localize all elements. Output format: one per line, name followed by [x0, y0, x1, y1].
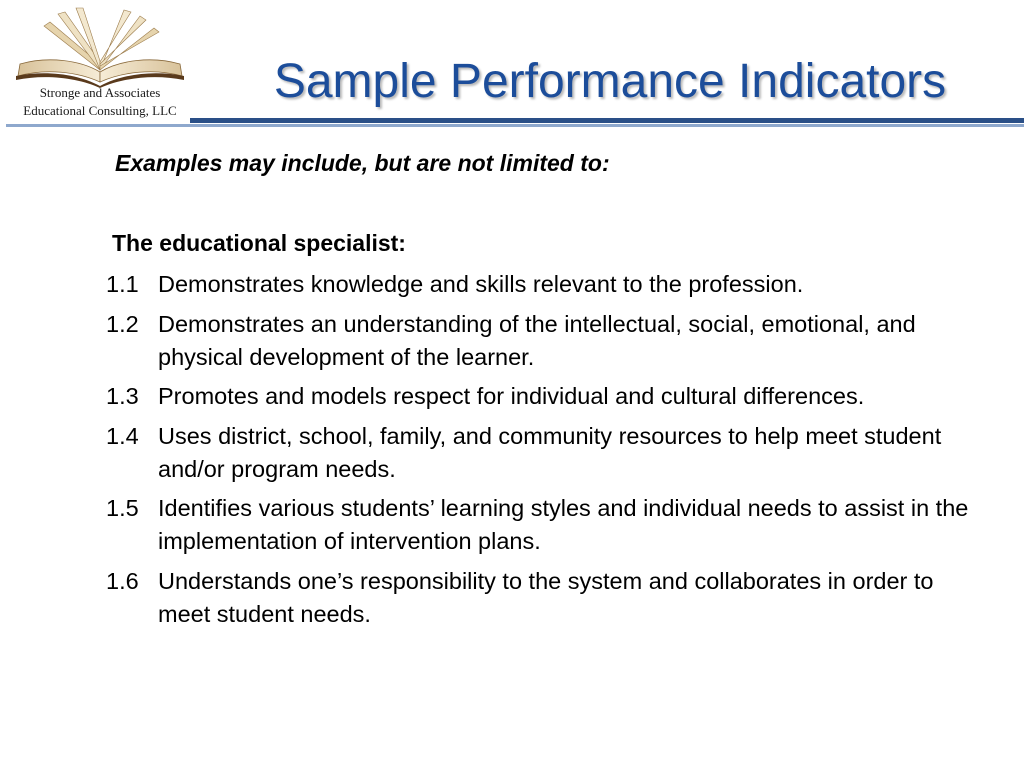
indicator-number: 1.2 [106, 310, 139, 337]
logo-line-1: Stronge and Associates [39, 85, 161, 100]
indicator-text: Demonstrates an understanding of the intellectual, social, emotional, and physical development of the learner. [158, 310, 916, 370]
slide-subtitle: Examples may include, but are not limited to: [115, 150, 610, 176]
indicator-item [106, 565, 986, 631]
lead-heading: The educational specialist: [112, 230, 406, 256]
company-logo [0, 0, 200, 126]
indicator-text: Promotes and models respect for individual and cultural differences. [158, 383, 865, 409]
indicator-text: Identifies various students’ learning styles and individual needs to assist in the implementation of intervention plans. [158, 495, 969, 554]
open-book-icon [14, 6, 186, 88]
logo-line-2: Educational Consulting, LLC [23, 103, 177, 118]
indicator-number: 1.3 [106, 383, 139, 409]
indicator-list [106, 268, 986, 637]
indicator-number: 1.1 [106, 271, 139, 297]
indicator-number: 1.5 [106, 495, 139, 521]
indicator-number: 1.4 [106, 422, 139, 449]
title-underline [190, 118, 1024, 123]
indicator-item [106, 380, 986, 413]
indicator-item [106, 308, 986, 374]
indicator-text: Uses district, school, family, and community resources to help meet student and/or program needs. [158, 422, 942, 482]
indicator-number: 1.6 [106, 567, 139, 594]
indicator-text: Understands one’s responsibility to the system and collaborates in order to meet student needs. [158, 567, 934, 627]
indicator-item [106, 268, 986, 301]
indicator-item [106, 420, 986, 486]
slide-title: Sample Performance Indicators [273, 55, 947, 108]
title-underline-accent [6, 124, 1024, 127]
indicator-item [106, 492, 986, 558]
indicator-text: Demonstrates knowledge and skills relevant to the profession. [158, 271, 804, 297]
